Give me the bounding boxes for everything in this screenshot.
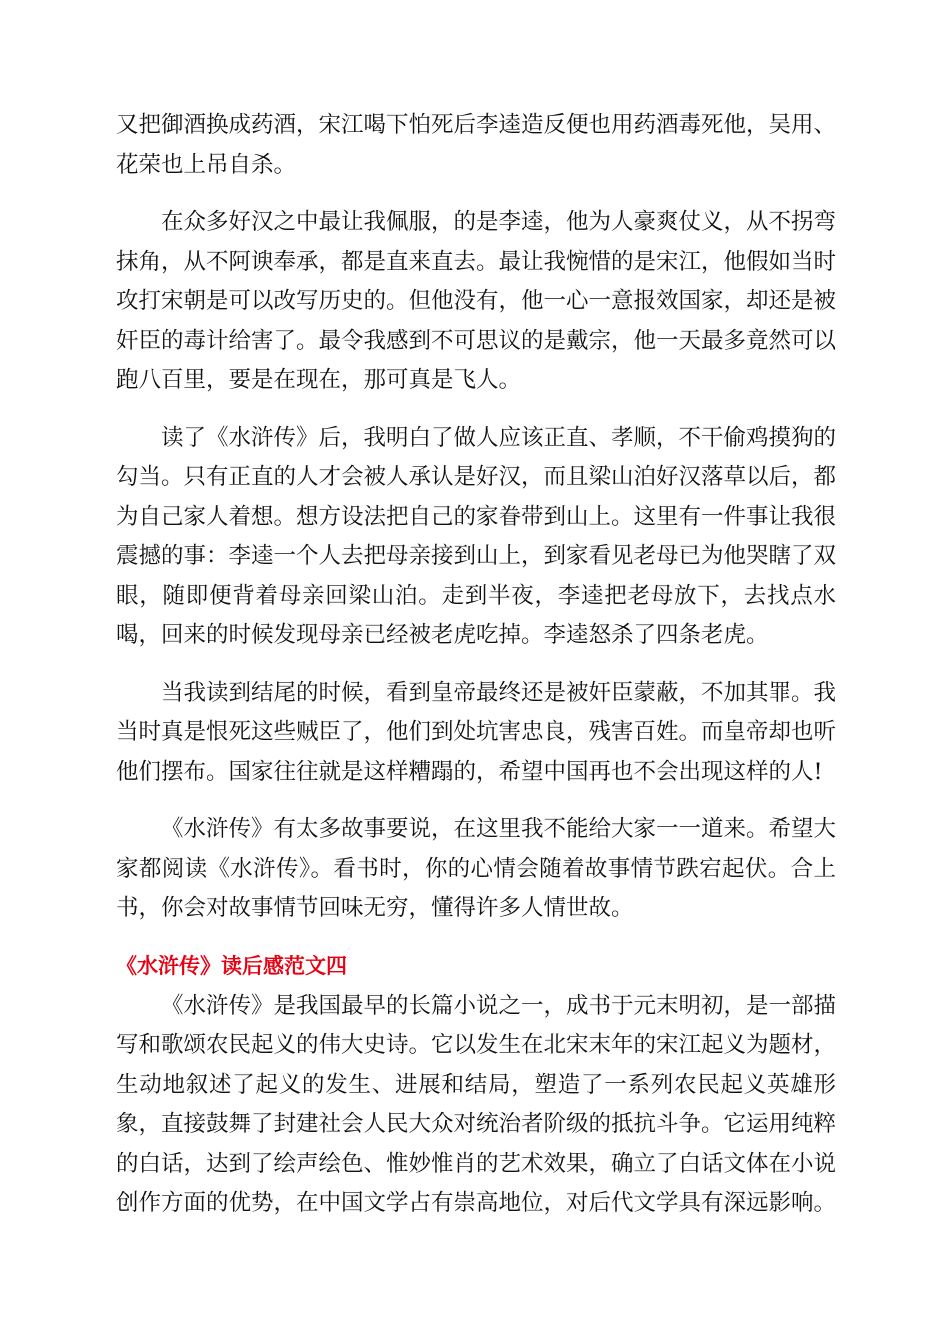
paragraph-admired-heroes: 在众多好汉之中最让我佩服，的是李逵，他为人豪爽仗义，从不拐弯抹角，从不阿谀奉承，都是直来直去。最让我惋惜的是宋江，他假如当时攻打宋朝是可以改写历史的。但他没有，他一心一意报效国家，却还是被奸臣的毒计给害了。最令我感到不可思议的是戴宗，他一天最多竟然可以跑八百里，要是在现在，那可真是飞人。 <box>116 209 837 393</box>
paragraph-ending: 当我读到结尾的时候，看到皇帝最终还是被奸臣蒙蔽，不加其罪。我当时真是恨死这些贼臣了，他们到处坑害忠良，残害百姓。而皇帝却也听他们摆布。国家往往就是这样糟蹋的，希望中国再也不会出现这样的人! <box>116 679 837 785</box>
paragraph-essay-four: 《水浒传》是我国最早的长篇小说之一，成书于元末明初，是一部描写和歌颂农民起义的伟大史诗。它以发生在北宋末年的宋江起义为题材，生动地叙述了起义的发生、进展和结局，塑造了一系列农民起义英雄形象，直接鼓舞了封建社会人民大众对统治者阶级的抵抗斗争。它运用纯粹的白话，达到了绘声绘色、惟妙惟肖的艺术效果，确立了白话文体在小说创作方面的优势，在中国文学占有崇高地位，对后代文学具有深远影响。 <box>116 992 837 1216</box>
paragraph-lessons: 读了《水浒传》后，我明白了做人应该正直、孝顺，不干偷鸡摸狗的勾当。只有正直的人才会被人承认是好汉，而且梁山泊好汉落草以后，都为自己家人着想。想方设法把自己的家眷带到山上。这里有一件事让我很震撼的事：李逵一个人去把母亲接到山上，到家看见老母已为他哭瞎了双眼，随即便背着母亲回梁山泊。走到半夜，李逵把老母放下，去找点水喝，回来的时候发现母亲已经被老虎吃掉。李逵怒杀了四条老虎。 <box>116 424 837 648</box>
paragraph-recommendation: 《水浒传》有太多故事要说，在这里我不能给大家一一道来。希望大家都阅读《水浒传》。看书时，你的心情会随着故事情节跌宕起伏。合上书，你会对故事情节回味无穷，懂得许多人情世故。 <box>116 816 837 921</box>
paragraph-continued: 又把御酒换成药酒，宋江喝下怕死后李逵造反便也用药酒毒死他，吴用、花荣也上吊自杀。 <box>116 112 837 178</box>
section-heading: 《水浒传》读后感范文四 <box>116 953 347 978</box>
